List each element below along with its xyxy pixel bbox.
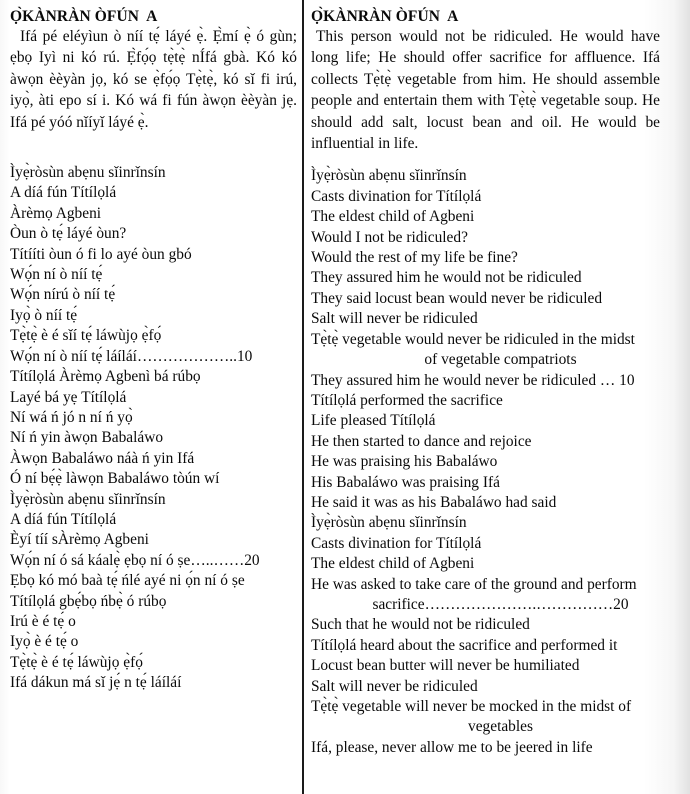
verse-line: Iyọ̀ ò níí tẹ́ — [10, 306, 78, 324]
left-section-title: Ọ̀KÀNRÀN ÒFÚN A — [10, 8, 158, 25]
verse-line: Would the rest of my life be fine? — [311, 249, 518, 267]
verse-line: Locust bean butter will never be humiliated — [311, 657, 580, 675]
verse-line: Títííti òun ó fi lo ayé òun gbó — [10, 245, 192, 263]
verse-line: Ó ní bẹ́ẹ̀ làwọn Babaláwo tòún wí — [10, 470, 220, 488]
verse-line: His Babaláwo was praising Ifá — [311, 473, 500, 491]
verse-line: Iyọ̀ è é tẹ́ o — [10, 633, 79, 651]
verse-line: Salt will never be ridiculed — [311, 677, 478, 695]
verse-line: Èyí tíí sÀrèmọ Agbeni — [10, 531, 149, 549]
right-section-title: Ọ̀KÀNRÀN ÒFÚN A — [311, 8, 459, 25]
right-column-english — [303, 0, 690, 794]
verse-line: Ẹbọ kó mó baà tẹ́ ńlé ayé ni ọ́n ní ó ṣe — [10, 572, 245, 590]
verse-line: Òun ò tẹ́ láyé òun? — [10, 225, 127, 243]
verse-line: Títílọlá performed the sacrifice — [311, 391, 503, 409]
verse-line: Tẹ̀tẹ̀ vegetable will never be mocked in the midst of — [311, 698, 632, 715]
verse-line: He was asked to take care of the ground and perform — [311, 575, 637, 593]
verse-line: Layé bá yẹ Títílọlá — [10, 388, 127, 406]
verse-line: Ní wá ń jó n ní ń yọ̀ — [10, 408, 133, 426]
verse-line: The eldest child of Agbeni — [311, 208, 475, 226]
verse-line: They said locust bean would never be ridiculed — [311, 289, 603, 307]
verse-line: The eldest child of Agbeni — [311, 555, 475, 573]
verse-line: Tẹ̀tẹ̀ è é sǐí tẹ́ láwùjọ ẹ̀fọ́ — [10, 327, 162, 345]
left-verse-list — [10, 163, 297, 694]
verse-line: Ìyẹ̀ròsùn abẹnu sǐinrǐnsín — [311, 167, 467, 185]
left-intro-paragraph: Ifá pé eléyìun ò níí tẹ́ láyé ẹ̀. Ẹ̀mí ẹ̀ ó gùn; ẹbọ Iyì ni kó rú. Ẹ̀fọ́ọ tẹ̀tẹ̀ nÍfá gbà. Kó kó àwọn èèyàn jọ, kó se ẹ̀fọ́ọ Tẹ̀tẹ̀, kó sǐ fi irú, iyọ̀, àti epo sí i. Kó wá fi fún àwọn èèyàn jẹ. Ifá pé yóó nǐíyǐ láyé ẹ̀. — [10, 28, 297, 131]
right-intro-verse-gap — [311, 154, 660, 166]
verse-line: Wọ́n ní ò níí tẹ́ — [10, 266, 103, 284]
verse-line: Tẹ̀tẹ̀ vegetable would never be ridiculed in the midst — [311, 330, 635, 348]
verse-line: Wọ́n ní ò níí tẹ́ láíláí………………..10 — [10, 347, 253, 365]
verse-line: Ní ń yin àwọn Babaláwo — [10, 429, 164, 447]
verse-line: Àwọn Babaláwo náà ń yin Ifá — [10, 449, 195, 467]
verse-line: vegetables — [468, 718, 533, 736]
verse-line: Ifá, please, never allow me to be jeered in life — [311, 738, 593, 756]
verse-line: They assured him he would never be ridiculed … 10 — [311, 371, 635, 389]
verse-line: Casts divination for Títílọlá — [311, 534, 482, 552]
verse-line: A díá fún Títílọlá — [10, 510, 117, 528]
verse-line: Such that he would not be ridiculed — [311, 616, 530, 634]
column-divider-rule — [302, 0, 304, 794]
verse-line: He was praising his Babaláwo — [311, 453, 498, 471]
verse-line: Salt will never be ridiculed — [311, 310, 478, 328]
verse-line: Títílọlá Àrèmọ Agbenì bá rúbọ — [10, 368, 201, 386]
verse-line: Àrèmọ Agbeni — [10, 204, 102, 222]
right-verse-list — [311, 166, 660, 758]
verse-line: Ìyẹ̀ròsùn abẹnu sǐinrǐnsín — [10, 490, 166, 508]
verse-line: Irú è é tẹ́ o — [10, 612, 76, 630]
verse-line: He said it was as his Babaláwo had said — [311, 493, 557, 511]
verse-line: Casts divination for Títílọlá — [311, 187, 482, 205]
verse-line: Tẹ̀tẹ̀ è é tẹ́ láwùjọ ẹ̀fọ́ — [10, 653, 143, 671]
verse-line: Wọ́n ní ó sá káalẹ̀ ẹbọ ní ó ṣe…..……20 — [10, 551, 260, 569]
verse-line: They assured him he would not be ridiculed — [311, 269, 582, 287]
right-intro-paragraph: This person would not be ridiculed. He would have long life; He should offer sacrifice for affluence. Ifá collects Tẹ̀tẹ̀ vegetable from him. He should assemble people and entertain them with Tẹ̀tẹ̀ vegetable soup. He should add salt, locust bean and oil. He would be influential in life. — [311, 28, 660, 153]
left-column-yoruba — [0, 0, 303, 794]
verse-line: Life pleased Títílọlá — [311, 412, 436, 430]
verse-line: sacrifice………………….……………20 — [372, 595, 629, 613]
verse-line: Wọ́n nírú ò níí tẹ́ — [10, 286, 116, 304]
verse-line: He then started to dance and rejoice — [311, 432, 532, 450]
verse-line: of vegetable compatriots — [424, 351, 577, 369]
verse-line: Ìyẹ̀ròsùn abẹnu sǐinrǐnsín — [311, 514, 467, 532]
verse-line: A díá fún Títílọlá — [10, 184, 117, 202]
verse-line: Would I not be ridiculed? — [311, 228, 468, 246]
verse-line: Títílọlá heard about the sacrifice and performed it — [311, 636, 618, 654]
verse-line: Ifá dákun má sǐ jẹ́ n tẹ́ láíláí — [10, 674, 182, 692]
verse-line: Ìyẹ̀ròsùn abẹnu sǐinrǐnsín — [10, 164, 166, 182]
verse-line: Títílọlá gbẹ́bọ ńbẹ̀ ó rúbọ — [10, 592, 167, 610]
left-intro-verse-gap — [10, 133, 297, 163]
